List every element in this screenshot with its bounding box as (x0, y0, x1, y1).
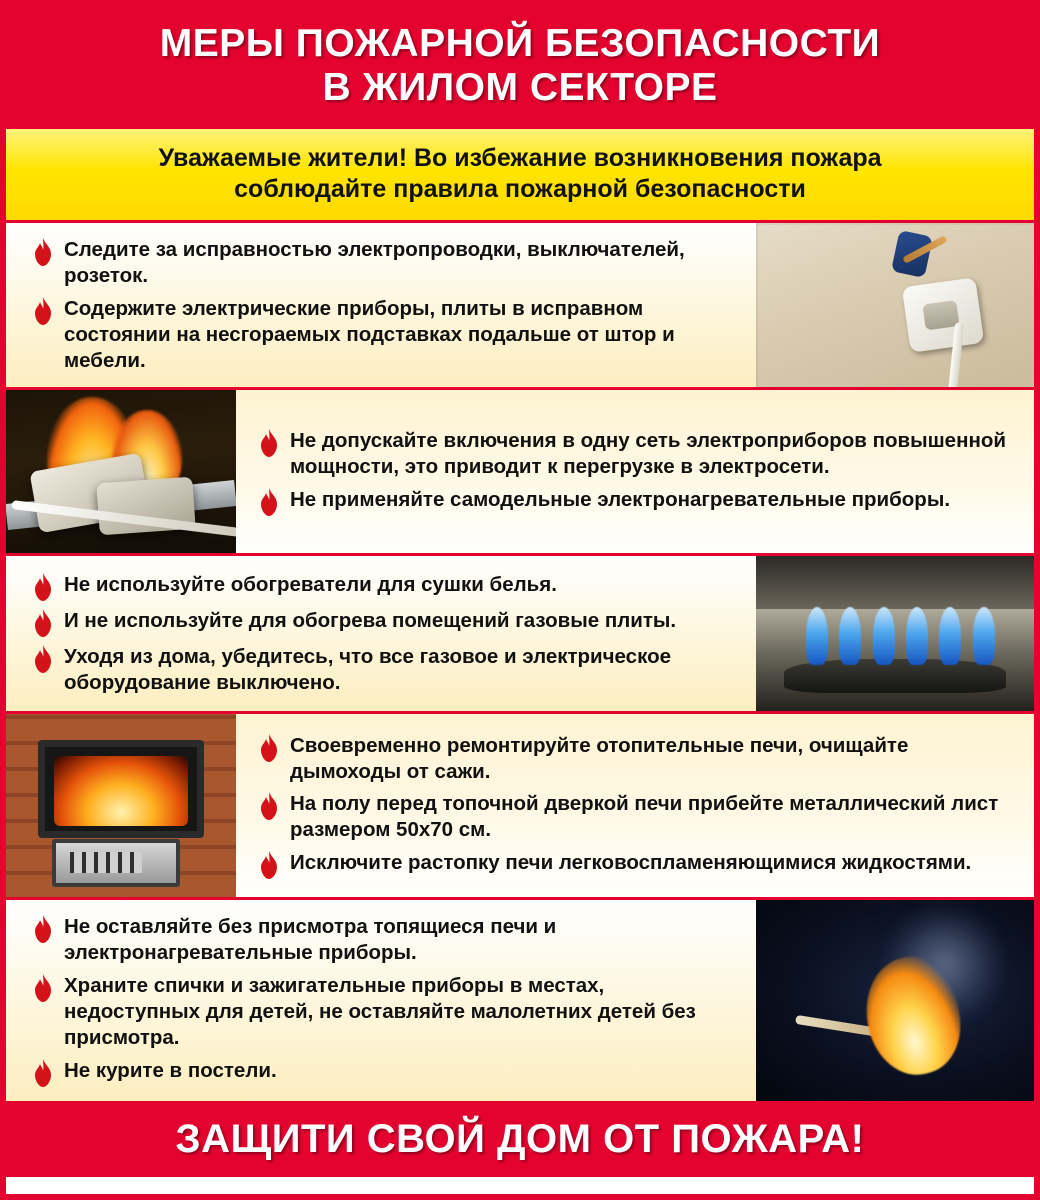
advice-section-4-text (236, 714, 1034, 897)
bullet-item (258, 428, 1016, 480)
flame-icon (32, 573, 54, 601)
bullet-text: На полу перед топочной дверкой печи прибейте металлический лист размером 50х70 см. (290, 792, 999, 842)
photo-burning-extension-cord (6, 390, 236, 553)
bullet-item (32, 973, 738, 1050)
bullet-item (32, 644, 738, 696)
footer-slogan: ЗАЩИТИ СВОЙ ДОМ ОТ ПОЖАРА! (175, 1116, 865, 1161)
photo-detail-gas-flame (906, 607, 928, 665)
flame-icon (258, 851, 280, 879)
flame-icon (32, 974, 54, 1002)
bullet-item (32, 914, 738, 966)
advice-section-2 (6, 390, 1034, 556)
flame-icon (32, 915, 54, 943)
bullet-text: Содержите электрические приборы, плиты в исправном состоянии на несгораемых подставках подальше от штор и мебели. (64, 297, 675, 372)
bullet-text: Своевременно ремонтируйте отопительные печи, очищайте дымоходы от сажи. (290, 733, 909, 783)
bullet-text: Не применяйте самодельные электронагревательные приборы. (290, 487, 951, 511)
bullet-text: Не оставляйте без присмотра топящиеся печи и электронагревательные приборы. (64, 915, 557, 965)
photo-detail-hood (756, 556, 1034, 609)
advice-section-1 (6, 223, 1034, 390)
photo-electrical-socket (756, 223, 1034, 387)
advice-section-3 (6, 556, 1034, 714)
flame-icon (258, 488, 280, 516)
photo-burning-match-image (756, 900, 1034, 1100)
photo-detail-gas-flame (839, 607, 861, 665)
advice-section-4 (6, 714, 1034, 900)
header-title-line2: В ЖИЛОМ СЕКТОРЕ (322, 65, 718, 109)
photo-detail-gas-flame (939, 607, 961, 665)
bullet-item (32, 296, 738, 373)
photo-detail-gas-flame (806, 607, 828, 665)
photo-gas-burner-image (756, 556, 1034, 711)
advice-section-5-text (6, 900, 756, 1100)
flame-icon (258, 429, 280, 457)
bullet-item (32, 1058, 738, 1087)
bullet-text: Уходя из дома, убедитесь, что все газовое и электрическое оборудование выключено. (64, 645, 671, 694)
advice-section-1-text (6, 223, 756, 387)
bullet-text: Исключите растопку печи легковоспламеняющимися жидкостями. (290, 851, 972, 875)
photo-detail-socket (902, 278, 984, 354)
bullet-text: Не используйте обогреватели для сушки белья. (64, 573, 557, 597)
photo-burning-extension-cord-image (6, 390, 236, 553)
bullet-item (258, 487, 1016, 516)
photo-brick-stove-fire (6, 714, 236, 897)
photo-brick-stove-fire-image (6, 714, 236, 897)
photo-detail-stove-door (38, 740, 204, 838)
bullet-text: Следите за исправностью электропроводки, выключателей, розеток. (64, 238, 685, 288)
bullet-item (32, 608, 738, 637)
flame-icon (258, 792, 280, 820)
flame-icon (32, 1059, 54, 1087)
advice-sections (6, 223, 1034, 1103)
advice-section-3-text (6, 556, 756, 711)
advice-section-2-text (236, 390, 1034, 553)
flame-icon (32, 645, 54, 673)
flame-icon (258, 734, 280, 762)
bullet-text: Не курите в постели. (64, 1058, 277, 1082)
bullet-item (32, 237, 738, 289)
bullet-item (32, 572, 738, 601)
photo-gas-burner (756, 556, 1034, 711)
advice-section-5 (6, 900, 1034, 1103)
photo-electrical-socket-image (756, 223, 1034, 387)
subheader-line1: Уважаемые жители! Во избежание возникновения пожара (158, 144, 882, 173)
photo-detail-fire (54, 756, 188, 827)
subheader-line2: соблюдайте правила пожарной безопасности (234, 174, 806, 203)
bullet-text: Храните спички и зажигательные приборы в местах, недоступных для детей, не оставляйте малолетних детей без присмотра. (64, 974, 696, 1049)
bullet-item (258, 733, 1016, 785)
photo-burning-match (756, 900, 1034, 1100)
poster-footer (6, 1104, 1034, 1177)
bullet-text: Не допускайте включения в одну сеть электроприборов повышенной мощности, это приводит к перегрузке в электросети. (290, 429, 1006, 478)
photo-detail-vent (52, 839, 180, 887)
photo-detail-gas-flame (973, 607, 995, 665)
flame-icon (32, 609, 54, 637)
poster-header (6, 6, 1034, 129)
poster-subheader (6, 129, 1034, 223)
photo-detail-gas-flame (873, 607, 895, 665)
bullet-item (258, 791, 1016, 843)
bullet-text: И не используйте для обогрева помещений газовые плиты. (64, 609, 677, 633)
header-title-line1: МЕРЫ ПОЖАРНОЙ БЕЗОПАСНОСТИ (159, 22, 881, 65)
flame-icon (32, 297, 54, 325)
flame-icon (32, 238, 54, 266)
bullet-item (258, 850, 1016, 879)
